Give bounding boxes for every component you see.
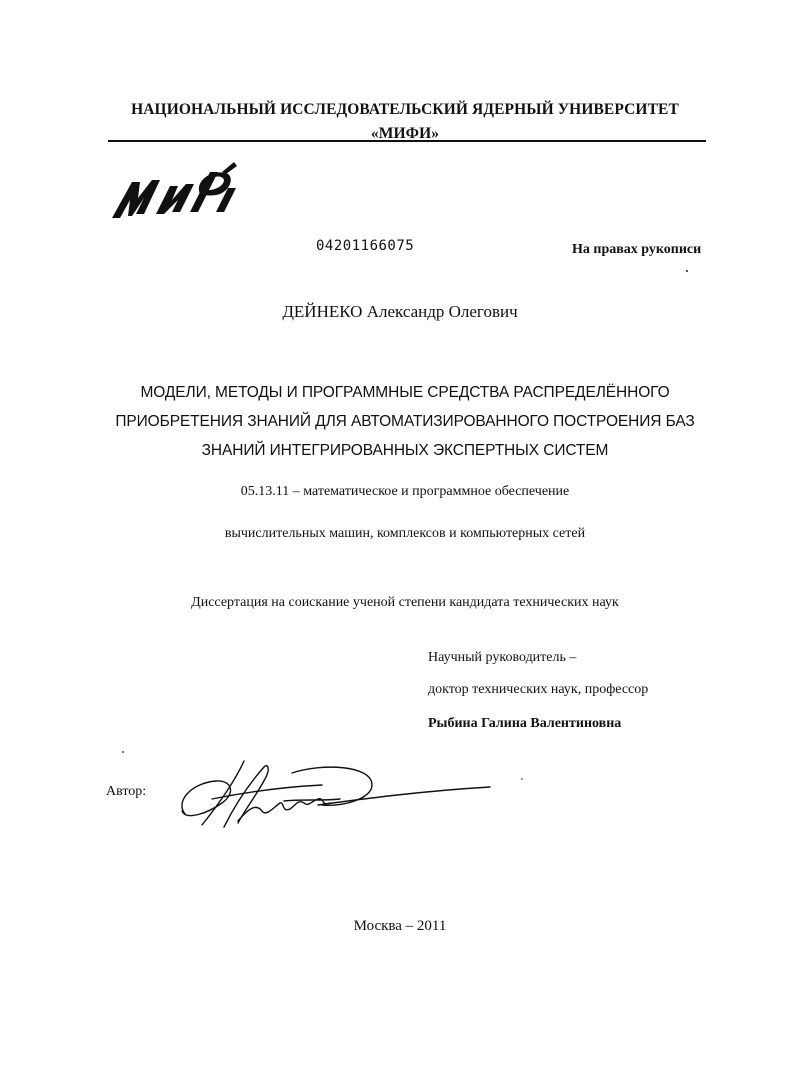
title-line: ПРИОБРЕТЕНИЯ ЗНАНИЙ ДЛЯ АВТОМАТИЗИРОВАННОГО ПОСТРОЕНИЯ БАЗ: [115, 413, 695, 430]
supervisor-title: доктор технических наук, профессор: [428, 682, 649, 697]
specialty-description: вычислительных машин, комплексов и компьютерных сетей: [224, 526, 586, 541]
rights-note: На правах рукописи: [572, 242, 702, 257]
speck: [686, 270, 688, 272]
specialty-code: 05.13.11 – математическое и программное обеспечение: [240, 484, 570, 499]
mifi-logo: [110, 158, 238, 226]
title-line: ЗНАНИЙ ИНТЕГРИРОВАННЫХ ЭКСПЕРТНЫХ СИСТЕМ: [201, 442, 609, 459]
university-header: [100, 98, 710, 146]
title-line: МОДЕЛИ, МЕТОДЫ И ПРОГРАММНЫЕ СРЕДСТВА РАСПРЕДЕЛЁННОГО: [140, 384, 670, 401]
registry-code: 04201166075: [316, 238, 415, 254]
city-year: Москва – 2011: [353, 918, 447, 934]
speck: [122, 751, 124, 753]
author-name: ДЕЙНЕКО Александр Олегович: [282, 302, 518, 321]
author-signature: [172, 755, 502, 835]
speck: [521, 778, 523, 780]
supervisor-label: Научный руководитель –: [428, 650, 577, 665]
dissertation-title: [100, 378, 710, 465]
header-divider: [108, 140, 706, 142]
degree-statement: Диссертация на соискание ученой степени кандидата технических наук: [191, 595, 619, 610]
university-name: НАЦИОНАЛЬНЫЙ ИССЛЕДОВАТЕЛЬСКИЙ ЯДЕРНЫЙ УНИВЕРСИТЕТ: [131, 101, 679, 118]
author-label: Автор:: [106, 784, 147, 799]
university-abbrev: «МИФИ»: [370, 125, 440, 142]
supervisor-name: Рыбина Галина Валентиновна: [428, 716, 622, 731]
